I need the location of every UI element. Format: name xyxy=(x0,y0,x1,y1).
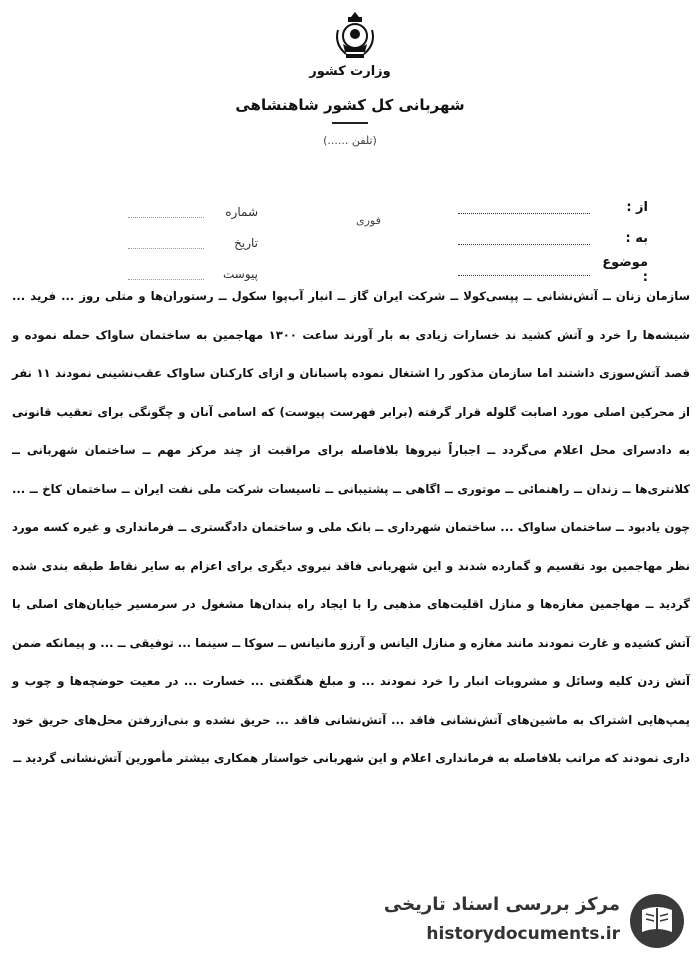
urgent-stamp: فوری xyxy=(356,214,381,227)
archive-watermark xyxy=(383,890,686,952)
ministry-name: وزارت کشور xyxy=(309,64,391,79)
report-body-text: سازمان زنان ــ آتش‌نشانی ــ پپسی‌کولا ــ شرکت ایران گاز ــ انبار آب‌پوا سکول ــ رستوران‌ها و متلی روز ... فرید ... شیشه‌ها را خرد و آتش کشید ند خسارات زیادی به بار آورند ساعت ۱۳۰۰ مهاجمین به ساختمان ساواک حمله نموده و قصد آتش‌سوزی داشتند اما سازمان مذکور را اشتغال نموده پاسبانان و ازای کارکنان ساواک عقب‌نشینی نمودند ۱۱ نفر از محرکین اصلی مورد اصابت گلوله قرار گرفته (برابر فهرست پیوست) که اسامی آنان و چگونگی برای تعقیب قانونی به دادسرای محل اعلام می‌گردد ــ اجباراً نیروها بلافاصله برای مراقبت از چند مرکز مهم ــ ساختمان شهربانی ــ کلانتری‌ها ــ زندان ــ راهنمائی ــ موتوری ــ اگاهی ــ پشتیبانی ــ تاسیسات شرکت ملی نفت ایران ــ ساختمان کاخ ــ ... چون یادبود ــ ساختمان ساواک ... ساختمان شهرداری ــ بانک ملی و ساختمان دادگستری ــ فرمانداری و غیره کسه مورد نظر مهاجمین بود تقسیم و گمارده شدند و این شهربانی فاقد نیروی دیگری برای اعزام به سایر نقاط طبقه بندی شده گردید ــ مهاجمین مغازه‌ها و منازل اقلیت‌های مذهبی را با ایجاد راه بندان‌ها مشغول در سرمسیر خیابان‌های اصلی با آتش کشیده و غارت نمودند مانند مغازه و منازل الیانس و آرزو مانیانس ــ سوکا ــ سینما ... توفیقی ــ ... و پیمانکه ضمن آتش زدن کلیه وسائل و مشروبات انبار را خرد نمودند ... و مبلغ هنگفتی ... خسارت ... در معیت حوضچه‌ها و چوب و پمپ‌هایی اشتراک به ماشین‌های آتش‌نشانی فاقد ... آتش‌نشانی فاقد ... حریق نشده و بنی‌ازرفتن محل‌های حریق خود داری نمودند که مراتب بلافاصله به فرمانداری اعلام و این شهربانی خواستار همکاری بیشتر مأمورین آتش‌نشانی گردید ــ xyxy=(12,289,690,765)
from-field xyxy=(458,192,648,223)
subject-label: موضوع : xyxy=(602,254,648,285)
reference-fields xyxy=(128,196,258,289)
from-dotted-line xyxy=(458,201,590,214)
archive-logo-icon xyxy=(628,892,686,950)
watermark-url-text: historydocuments.ir xyxy=(426,924,620,944)
to-dotted-line xyxy=(458,232,590,245)
date-field xyxy=(128,227,258,258)
date-label: تاریخ xyxy=(234,235,258,250)
number-field xyxy=(128,196,258,227)
attachment-label: پیوست xyxy=(223,266,258,281)
police-department-name: شهربانی کل کشور شاهنشاهی xyxy=(235,96,465,114)
number-label: شماره xyxy=(225,204,258,219)
subject-dotted-line xyxy=(458,263,590,276)
from-label: از : xyxy=(626,200,648,215)
lion-and-sun-emblem xyxy=(332,10,378,62)
phone-line: (تلفن ......) xyxy=(323,134,377,147)
to-field xyxy=(458,223,648,254)
header-divider xyxy=(332,122,368,124)
routing-fields xyxy=(458,192,648,285)
watermark-persian-text: مرکز بررسی اسناد تاریخی xyxy=(383,894,620,915)
to-label: به : xyxy=(625,231,648,246)
number-dotted-line xyxy=(128,205,204,218)
date-dotted-line xyxy=(128,236,204,249)
